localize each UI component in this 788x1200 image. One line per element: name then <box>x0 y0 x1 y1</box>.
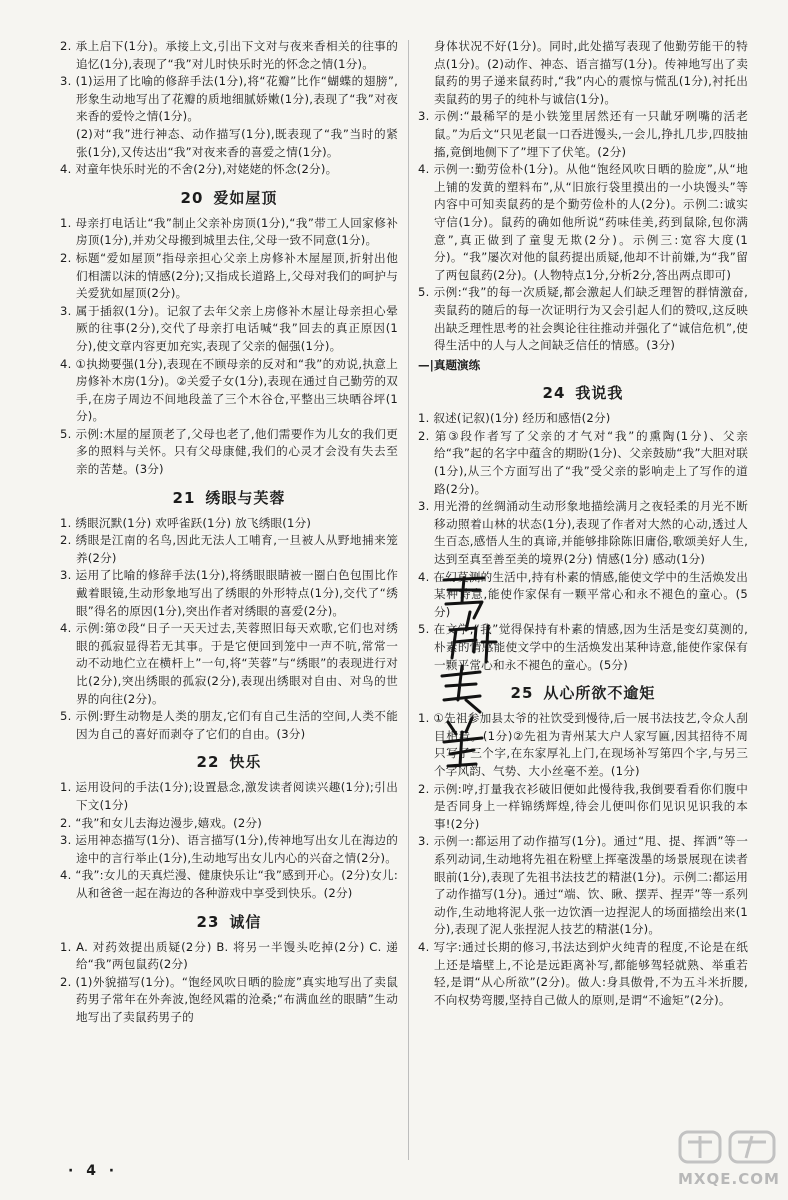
section-title: 绣眼与芙蓉 <box>205 488 286 507</box>
answer-item: 2. “我”和女儿去海边漫步,嬉戏。(2分) <box>60 815 262 830</box>
answer-item: 5. 示例:“我”的每一次质疑,都会激起人们缺乏理智的群情激奋,卖鼠药的随后的每一次证明行为又会引起人们的赞叹,这反映出缺乏理性思考的社会舆论往往推动并强化了“诚信危机”,使得生活中的人与人之间缺乏信任的情感。(3分) <box>418 285 748 353</box>
watermark-url: MXQE.COM <box>678 1170 780 1188</box>
answer-item: 4. 对童年快乐时光的不舍(2分),对姥姥的怀念(2分)。 <box>60 162 338 177</box>
answer-item: 3. 用光滑的丝绸涌动生动形象地描绘满月之夜轻柔的月光不断移动照着山林的状态(1分),表现了作者对大然的心动,透过人生百态,感悟人生的真谛,并能够排除陈旧庸俗,歌颂美好人生,达到至真至善至美的境界(2分) 情感(1分) 感动(1分) <box>418 499 748 567</box>
section-title: 诚信 <box>229 912 262 931</box>
answer-item: 3. 示例一:都运用了动作描写(1分)。通过“甩、提、挥洒”等一系列动词,生动地将先祖在粉壁上挥毫泼墨的场景展现在读者眼前(1分),表现了先祖书法技艺的精湛(1分)。示例二:都运用了动作描写(1分)。通过“端、饮、瞅、摆弄、捏弄”等一系列动作,生动地将泥人张一边饮酒一边捏泥人的场面描绘出来(1分),表现了泥人张捏泥人技艺的精湛(1分)。 <box>418 834 748 937</box>
answer-item: 3. (1)运用了比喻的修辞手法(1分),将“花瓣”比作“蝴蝶的翅膀”,形象生动地写出了花瓣的质地细腻娇嫩(1分),表现了“我”对夜来香的爱怜之情(1分)。 <box>60 74 398 124</box>
answer-item: 5. 在文学,“我”觉得保持有朴素的情感,因为生活是变幻莫测的,朴素的情感能使文学中的生活焕发出某种诗意,能使作家保有一颗平常心和永不褪色的童心。(5分) <box>418 622 748 672</box>
section-title: 爱如屋顶 <box>213 188 278 207</box>
answer-item: 身体状况不好(1分)。同时,此处描写表现了他勤劳能干的特点(1分)。(2)动作、神态、语言描写(1分)。传神地写出了卖鼠药的男子递来鼠药时,“我”内心的震惊与慌乱(1分),衬托出卖鼠药的男子的纯朴与诚信(1分)。 <box>434 39 748 106</box>
section-number: 23 <box>196 912 220 931</box>
answer-item: 5. 示例:野生动物是人类的朋友,它们有自己生活的空间,人类不能因为自己的喜好而剥夺了它们的自由。(3分) <box>60 709 398 741</box>
answer-item: 2. 示例:哼,打量我衣衫破旧便如此慢待我,我倒要看看你们腹中是否同身上一样锦绣辉煌,待会儿便叫你们见识见识我的本事!(2分) <box>418 781 748 831</box>
column-divider <box>408 40 409 1160</box>
section-title: 从心所欲不逾矩 <box>543 684 656 703</box>
answer-item: 2. 绣眼是江南的名鸟,因此无法人工哺育,一旦被人从野地捕来笼养(2分) <box>60 533 398 565</box>
section-heading <box>60 911 398 933</box>
answer-item: 4. “我”:女儿的天真烂漫、健康快乐让“我”感到开心。(2分)女儿:从和爸爸一起在海边的各种游戏中享受到快乐。(2分) <box>60 868 398 900</box>
answer-item: 2. 承上启下(1分)。承接上文,引出下文对与夜来香相关的往事的追忆(1分),表现了“我”对儿时快乐时光的怀念之情(1分)。 <box>60 39 398 71</box>
section-title: 快乐 <box>229 753 262 772</box>
watermark-logo <box>676 1128 780 1192</box>
subheading-text: 真题演练 <box>433 357 481 372</box>
answer-item: 4. 示例一:勤劳俭朴(1分)。从他“饱经风吹日晒的脸庞”,从“地上铺的发黄的塑料布”,从“旧旅行袋里摸出的一小块馒头”等内容中可知卖鼠药的是个勤劳俭朴的人(2分)。示例二:诚实守信(1分)。鼠药的确如他所说“药味佳美,药到鼠除,包你满意”,真正做到了童叟无欺(2分)。示例三:宽容大度(1分)。“我”屡次对他的鼠药提出质疑,他却不计前嫌,为“我”留了两包鼠药(2分)。(人物特点1分,分析2分,答出两点即可) <box>418 162 748 282</box>
answer-item: 4. ①执拗要强(1分),表现在不顾母亲的反对和“我”的劝说,执意上房修补木房(1分)。②关爱子女(1分),表现在通过自己勤劳的双手,在房子周边不间地段盖了三个木谷仓,平整出三块晒谷坪(1分)。 <box>60 356 398 424</box>
section-number: 24 <box>542 384 566 403</box>
answer-item: 4. 在幻莫测的生活中,持有朴素的情感,能使文学中的生活焕发出某种诗意,能使作家保有一颗平常心和永不褪色的童心。(5分) <box>418 569 748 619</box>
answer-item: (2)对“我”进行神态、动作描写(1分),既表现了“我”当时的紧张(1分),又传达出“我”对夜来香的喜爱之情(1分)。 <box>76 126 398 159</box>
answer-item: 1. 叙述(记叙)(1分) 经历和感悟(2分) <box>418 411 611 426</box>
section-number: 25 <box>510 684 534 703</box>
answer-item: 3. 示例:“最稀罕的是小铁笼里居然还有一只龇牙咧嘴的活老鼠。”为后文“只见老鼠一口吞进馒头,一会儿,挣扎几步,四肢抽搐,竟倒地侧下了”埋下了伏笔。(2分) <box>418 109 748 159</box>
answer-item: 2. (1)外貌描写(1分)。“饱经风吹日晒的脸庞”真实地写出了卖鼠药男子常年在外奔波,饱经风霜的沧桑;“布满血丝的眼睛”生动地写出了卖鼠药男子的 <box>60 974 398 1024</box>
answer-item: 2. 第③段作者写了父亲的才气对“我”的熏陶(1分)、父亲给“我”起的名字中蕴含的期盼(1分)、父亲鼓励“我”大胆对联(1分),从三个方面写出了“我”受父亲的影响走上了写作的道路(2分)。 <box>418 428 748 496</box>
answer-item: 3. 运用神态描写(1分)、语言描写(1分),传神地写出女儿在海边的途中的言行举止(1分),生动地写出女儿内心的兴奋之情(2分)。 <box>60 833 398 865</box>
answer-item: 2. 标题“爱如屋顶”指母亲担心父亲上房修补木屋屋顶,折射出他们相濡以沫的情感(2分);又指成长道路上,父母对我们的呵护与关爱犹如屋顶(2分)。 <box>60 250 398 301</box>
answer-item: 1. 绣眼沉默(1分) 欢呼雀跃(1分) 放飞绣眼(1分) <box>60 515 312 530</box>
answer-item: 1. A. 对药效提出质疑(2分) B. 将另一半馒头吃掉(2分) C. 递给“我”两包鼠药(2分) <box>60 939 398 972</box>
practice-subheading <box>418 357 748 375</box>
section-number: 21 <box>172 488 196 507</box>
answer-item: 4. 写字:通过长期的修习,书法达到炉火纯青的程度,不论是在纸上还是墙壁上,不论是远距离补写,都能够驾轻就熟、举重若轻,是谓“从心所欲”(2分)。做人:身具傲骨,不为五斗米折腰,不向权势弯腰,坚持自己做人的原则,是谓“不逾矩”(2分)。 <box>418 939 748 1007</box>
section-heading <box>60 751 398 773</box>
section-heading <box>418 382 748 404</box>
answer-item: 1. ①先祖参加县太爷的社饮受到慢待,后一展书法技艺,令众人刮目相看。(1分)②先祖为青州某大户人家写匾,因其招待不周只写了三个字,在东家厚礼上门,在现场补写第四个字,与另三个字风韵、气势、大小丝毫不差。(1分) <box>418 711 748 778</box>
answer-item: 1. 母亲打电话让“我”制止父亲补房顶(1分),“我”带工人回家修补房顶(1分),并劝父母搬到城里去住,父母一致不同意(1分)。 <box>60 215 398 248</box>
left-column <box>60 38 398 1027</box>
answer-item: 4. 示例:第⑦段“日子一天天过去,芙蓉照旧每天欢歌,它们也对绣眼的孤寂显得若无其事。于是它便回到笼中一声不吭,常常一动不动地伫立在横杆上”一句,将“芙蓉”与“绣眼”的表现进行对比(2分),突出绣眼的孤寂(2分),表现出绣眼对自由、对鸟的世界的向往(2分)。 <box>60 621 398 706</box>
section-heading <box>60 487 398 509</box>
subheading-marker: —| <box>418 357 434 372</box>
section-number: 20 <box>180 188 204 207</box>
right-column <box>418 38 748 1009</box>
answer-item: 3. 运用了比喻的修辞手法(1分),将绣眼眼睛被一圈白色包围比作戴着眼镜,生动形象地写出了绣眼的外形特点(1分),交代了“绣眼”得名的原因(1分),突出作者对绣眼的喜爱(2分)。 <box>60 568 398 618</box>
answer-item: 3. 属于插叙(1分)。记叙了去年父亲上房修补木屋让母亲担心晕厥的往事(2分),交代了母亲打电话喊“我”回去的真正原因(1分),使文章内容更加充实,表现了父亲的倔强(1分)。 <box>60 303 398 353</box>
answer-item: 1. 运用设问的手法(1分);设置悬念,激发读者阅读兴趣(1分);引出下文(1分) <box>60 780 398 812</box>
handwriting-scribble <box>436 572 526 772</box>
section-heading <box>60 187 398 209</box>
section-number: 22 <box>196 753 220 772</box>
answer-item: 5. 示例:木屋的屋顶老了,父母也老了,他们需要作为儿女的我们更多的照料与关怀。只有父母康健,我们的心灵才会没有失去至亲的苦楚。(3分) <box>60 426 398 477</box>
page-number: · 4 · <box>68 1163 119 1179</box>
section-title: 我说我 <box>575 384 624 403</box>
